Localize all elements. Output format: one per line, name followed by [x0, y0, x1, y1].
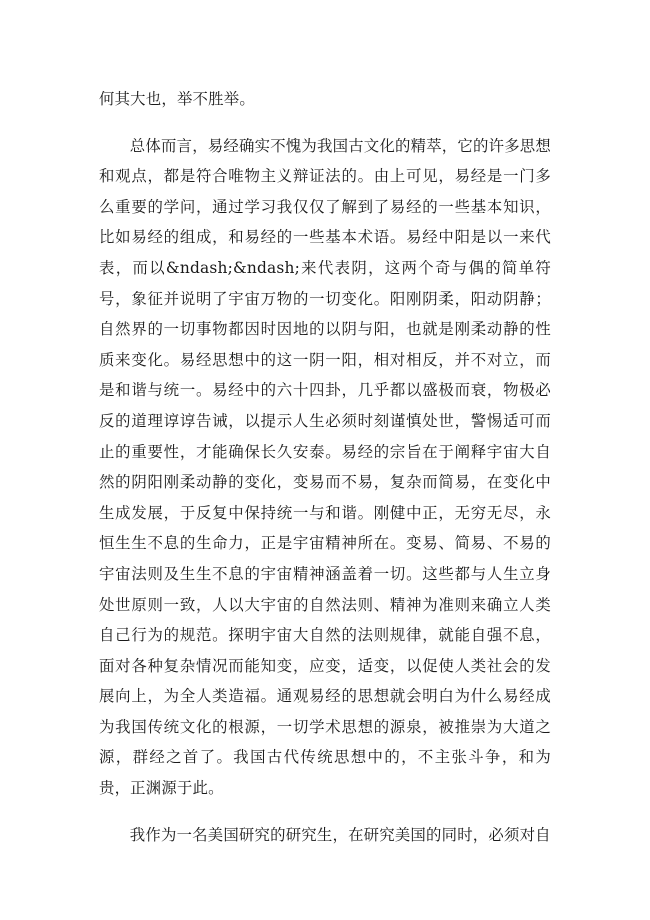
paragraph-next: 我作为一名美国研究的研究生，在研究美国的同时，必须对自	[129, 825, 551, 844]
paragraph-continuation: 何其大也，举不胜举。	[99, 90, 255, 108]
paragraph-summary: 总体而言，易经确实不愧为我国古文化的精萃，它的许多思想和观点，都是符合唯物主义辩证法的。由上可见，易经是一门多么重要的学问，通过学习我仅仅了解到了易经的一些基本知识，比如易经的组成，和易经的一些基本术语。易经中阳是以一来代表，而以&ndash;&ndash;来代表阴，这两个奇与偶的简单符号，象征并说明了宇宙万物的一切变化。阳刚阴柔，阳动阴静；自然界的一切事物都因时因地的以阴与阳，也就是刚柔动静的性质来变化。易经思想中的这一阴一阳，相对相反，并不对立，而是和谐与统一。易经中的六十四卦，几乎都以盛极而衰，物极必反的道理谆谆告诫，以提示人生必须时刻谨慎处世，警惕适可而止的重要性，才能确保长久安泰。易经的宗旨在于阐释宇宙大自然的阴阳刚柔动静的变化，变易而不易，复杂而简易，在变化中生成发展，于反复中保持统一与和谐。刚健中正，无穷无尽，永恒生生不息的生命力，正是宇宙精神所在。变易、简易、不易的宇宙法则及生生不息的宇宙精神涵盖着一切。这些都与人生立身处世原则一致，人以大宇宙的自然法则、精神为准则来确立人类自己行为的规范。探明宇宙大自然的法则规律，就能自强不息，面对各种复杂情况而能知变，应变，适变，以促使人类社会的发展向上，为全人类造福。通观易经的思想就会明白为什么易经成为我国传统文化的根源，一切学术思想的源泉，被推崇为大道之源，群经之首了。我国古代传统思想中的，不主张斗争，和为贵，正渊源于此。	[99, 136, 551, 798]
document-body	[99, 84, 551, 850]
